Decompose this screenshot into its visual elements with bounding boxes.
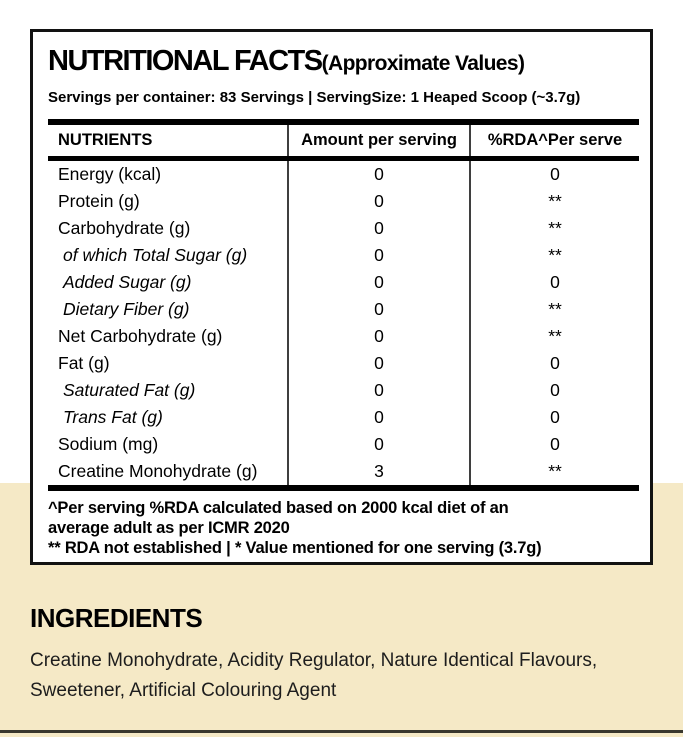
servings-info: Servings per container: 83 Servings | ServingSize: 1 Heaped Scoop (~3.7g) [48,89,581,106]
nutrient-name-cell: Dietary Fiber (g) [63,299,190,319]
header-amount-per-serving: Amount per serving [287,125,469,156]
nutrient-name-cell: Energy (kcal) [58,164,162,184]
amount-cell: 0 [287,350,469,377]
header-nutrients: NUTRIENTS [58,131,153,149]
rda-cell: ** [469,215,639,242]
nutrition-facts-panel [30,29,653,565]
amount-cell: 0 [287,323,469,350]
amount-cell: 0 [287,377,469,404]
footnote-line-2: average adult as per ICMR 2020 [48,519,290,537]
table-header-row [48,125,639,156]
nutrient-name-cell: Carbohydrate (g) [58,218,191,238]
table-row [48,458,639,485]
nutrient-name-cell: Saturated Fat (g) [63,380,196,400]
rda-cell: ** [469,323,639,350]
rda-cell: 0 [469,377,639,404]
rda-cell: ** [469,188,639,215]
nutrient-name-cell: Creatine Monohydrate (g) [58,461,258,481]
panel-title-row [48,44,635,83]
amount-cell: 0 [287,431,469,458]
rda-cell: 0 [469,161,639,188]
bottom-divider-line [0,730,683,733]
rda-cell: ** [469,296,639,323]
nutrient-name-cell: Protein (g) [58,191,140,211]
ingredients-section [30,603,670,706]
nutrient-name-cell: Fat (g) [58,353,110,373]
ingredients-text: Creatine Monohydrate, Acidity Regulator, Nature Identical Flavours, Sweetener, Artificial Colouring Agent [30,650,598,701]
rda-cell: 0 [469,404,639,431]
nutrient-name-cell: of which Total Sugar (g) [63,245,248,265]
rda-cell: 0 [469,350,639,377]
table-row [48,242,639,269]
footnotes [48,498,635,558]
amount-cell: 0 [287,242,469,269]
amount-cell: 3 [287,458,469,485]
table-row [48,269,639,296]
approximate-values-label: (Approximate Values) [321,52,525,75]
table-row [48,431,639,458]
table-row [48,215,639,242]
table-row [48,404,639,431]
table-bottom-rule [48,485,639,491]
amount-cell: 0 [287,161,469,188]
amount-cell: 0 [287,215,469,242]
nutrient-name-cell: Trans Fat (g) [63,407,163,427]
header-rda-per-serve: %RDA^Per serve [469,125,639,156]
nutrient-table [48,119,639,491]
rda-cell: 0 [469,269,639,296]
table-row [48,296,639,323]
footnote-line-1: ^Per serving %RDA calculated based on 2000 kcal diet of an [48,499,509,517]
ingredients-heading: INGREDIENTS [30,603,203,633]
footnote-line-3: ** RDA not established | * Value mentioned for one serving (3.7g) [48,539,542,557]
table-row [48,323,639,350]
rda-cell: ** [469,458,639,485]
nutrient-name-cell: Sodium (mg) [58,434,159,454]
rda-cell: 0 [469,431,639,458]
amount-cell: 0 [287,269,469,296]
table-row [48,188,639,215]
nutrient-table-body [48,161,639,485]
table-row [48,161,639,188]
amount-cell: 0 [287,404,469,431]
nutrition-facts-title: NUTRITIONAL FACTS [48,45,322,77]
rda-cell: ** [469,242,639,269]
amount-cell: 0 [287,296,469,323]
nutrient-name-cell: Net Carbohydrate (g) [58,326,223,346]
table-row [48,377,639,404]
table-row [48,350,639,377]
amount-cell: 0 [287,188,469,215]
nutrient-name-cell: Added Sugar (g) [63,272,192,292]
